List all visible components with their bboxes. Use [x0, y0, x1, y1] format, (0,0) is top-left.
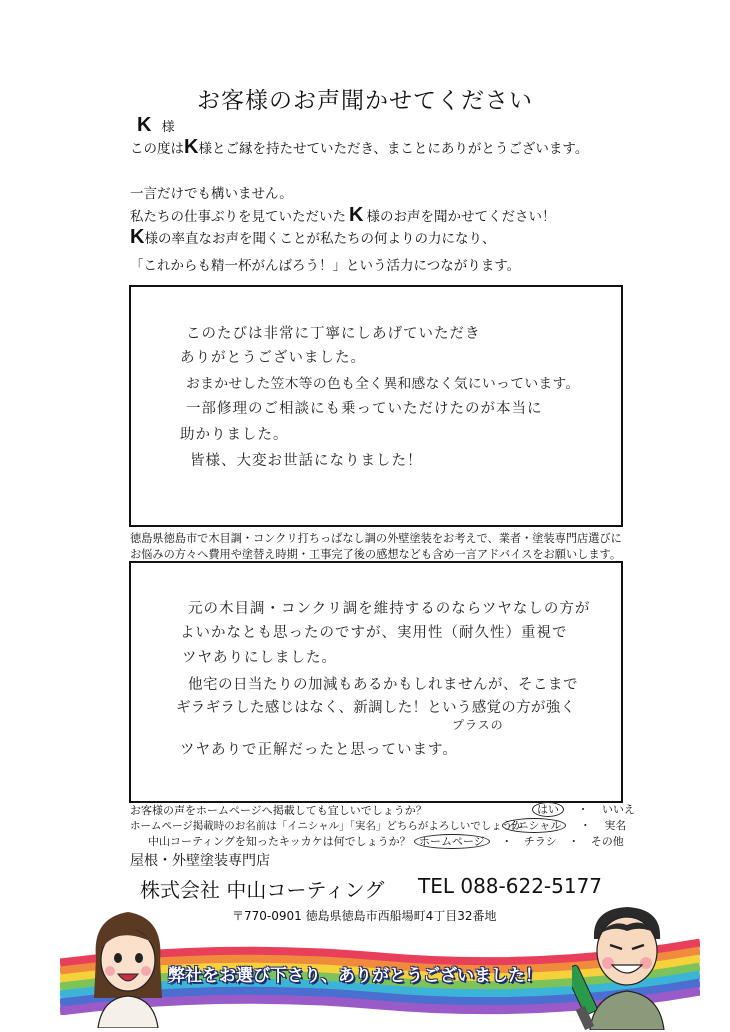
separator: ・	[577, 803, 589, 816]
honorific: 様	[161, 120, 175, 135]
company-name: 株式会社 中山コーティング	[140, 878, 385, 902]
answer-flyer[interactable]: チラシ	[523, 835, 557, 848]
staff-woman-illustration	[78, 898, 178, 1028]
separator: ・	[568, 835, 580, 848]
answer-yes[interactable]: はい	[532, 802, 564, 817]
answer-homepage[interactable]: ホームページ	[414, 834, 490, 849]
comment-line: おまかせした笠木等の色も全く異和感なく気にいっています。	[186, 376, 580, 392]
request-post: 様のお声を聞かせてください！	[366, 209, 556, 225]
separator: ・	[501, 835, 513, 848]
advice-line: よいかなとも思ったのですが、実用性（耐久性）重視で	[180, 625, 568, 641]
answer-other[interactable]: その他	[590, 835, 624, 848]
customer-initial: K	[130, 226, 145, 248]
answer-no[interactable]: いいえ	[602, 803, 635, 816]
advice-line: ツヤありで正解だったと思っています。	[180, 742, 458, 758]
motivation-line	[130, 226, 495, 249]
advice-insert: プラスの	[452, 718, 504, 732]
thanks-banner: 弊社をお選び下さり、ありがとうございました！	[168, 966, 542, 986]
page-title: お客様のお声聞かせてください	[197, 88, 533, 114]
greeting-post: 様とご縁を持たせていただき、まことにありがとうございます。	[198, 141, 589, 157]
answer-initial[interactable]: イニシャル	[502, 818, 566, 833]
request-pre: 私たちの仕事ぶりを見ていただいた	[130, 209, 346, 225]
energy-line: 「これからも精一杯がんばろう！」という活力につながります。	[130, 258, 521, 274]
staff-man-illustration	[572, 895, 682, 1030]
tagline: 屋根・外壁塗装専門店	[130, 853, 270, 869]
answer-real-name[interactable]: 実名	[604, 819, 627, 832]
comment-line: 皆様、大変お世話になりました！	[190, 453, 423, 469]
greeting-pre: この度は	[130, 141, 184, 157]
survey-q1: お客様の声をホームページへ掲載しても宜しいでしょうか？	[130, 804, 427, 817]
company-address: 〒770-0901 徳島県徳島市西船場町4丁目32番地	[232, 909, 497, 923]
greeting-line	[130, 136, 588, 159]
survey-q3: 中山コーティングを知ったキッカケは何でしょうか？	[148, 835, 411, 848]
survey-q3-answers	[414, 833, 624, 849]
survey-q1-answers	[532, 801, 635, 817]
advice-line: ツヤありにしました。	[182, 650, 337, 666]
customer-initial: K	[184, 136, 199, 158]
separator: ・	[579, 819, 591, 832]
advice-line: 元の木目調・コンクリ調を維持するのならツヤなしの方が	[188, 601, 591, 617]
comment-line: 助かりました。	[180, 427, 289, 443]
comment-line: ありがとうございました。	[180, 350, 366, 366]
survey-q2-answers	[502, 817, 626, 833]
advice-question: お悩みの方々へ費用や塗替え時期・工事完了後の感想なども含め一言アドバイスをお願いします。	[130, 548, 622, 561]
survey-q2: ホームページ掲載時のお名前は「イニシャル」「実名」どちらがよろしいでしょうか	[130, 820, 523, 832]
customer-name-line	[137, 114, 175, 137]
company-tel: TEL 088-622-5177	[418, 874, 603, 898]
intro-line: 一言だけでも構いません。	[130, 186, 293, 202]
comment-line: このたびは非常に丁寧にしあげていただき	[186, 326, 481, 342]
customer-initial: K	[349, 204, 364, 226]
customer-initial: K	[137, 114, 152, 136]
advice-line: 他宅の日当たりの加減もあるかもしれませんが、そこまで	[188, 677, 578, 693]
advice-question: 徳島県徳島市で木目調・コンクリ打ちっぱなし調の外壁塗装をお考えで、業者・塗装専門店選びに	[130, 532, 622, 545]
comment-line: 一部修理のご相談にも乗っていただけたのが本当に	[186, 401, 543, 417]
motivation-text: 様の率直なお声を聞くことが私たちの何よりの力になり、	[144, 231, 496, 247]
request-line	[130, 204, 555, 227]
advice-line: ギラギラした感じはなく、新調した！という感覚の方が強く	[176, 700, 576, 716]
